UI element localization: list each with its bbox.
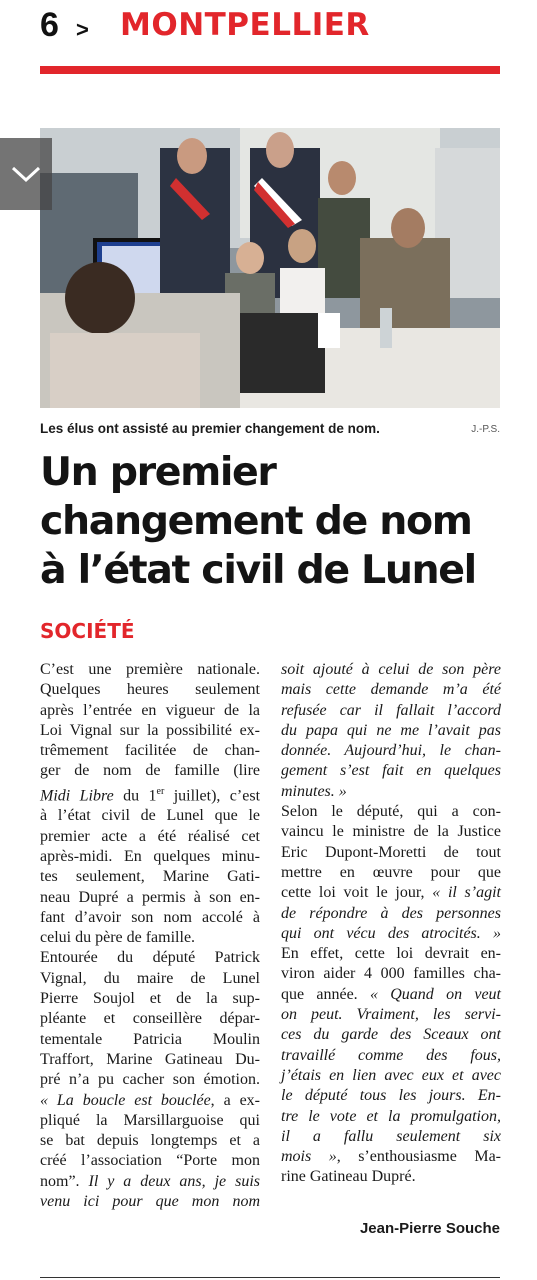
article-rubric: SOCIÉTÉ — [40, 619, 135, 643]
body-line: premier acte a été réalisé cet — [40, 827, 260, 845]
body-line: tementale Patricia Moulin — [40, 1030, 260, 1048]
body-line: travaillé comme des fous, — [281, 1046, 501, 1064]
photo-caption: Les élus ont assisté au premier changement de nom. — [40, 421, 380, 436]
body-line: cette loi voit le jour, « il s’agit — [281, 884, 501, 902]
body-line: venu ici pour que mon nom — [40, 1193, 260, 1211]
body-line: ces du garde des Sceaux ont — [281, 1026, 501, 1044]
footer-rule — [40, 1277, 500, 1278]
body-line: Eric Dupont-Moretti de tout — [281, 843, 501, 861]
page-arrow: > — [76, 17, 89, 42]
body-line: se bat depuis longtemps et a — [40, 1132, 260, 1150]
body-line: celui du père de famille. — [40, 929, 196, 947]
body-line: gement s’est fait en quelques — [281, 762, 501, 780]
headline-line: Un premier — [40, 449, 276, 495]
body-line: soit ajouté à celui de son père — [281, 661, 501, 678]
body-line: tre le vote et la promulgation, — [281, 1107, 501, 1125]
body-line: pléante et conseillère dépar- — [40, 1010, 260, 1028]
body-line: Selon le député, qui a con- — [281, 803, 501, 821]
article-byline: Jean-Pierre Souche — [359, 1220, 500, 1237]
collapse-toggle[interactable] — [0, 138, 52, 210]
body-line: du papa qui ne me l’avait pas — [281, 721, 501, 739]
body-line: il a fallu seulement six — [281, 1127, 501, 1145]
body-line: viron aider 4 000 familles cha- — [281, 965, 501, 983]
body-line: après-midi. En quelques minu- — [40, 848, 260, 865]
body-line: mais cette demande m’a été — [281, 681, 501, 699]
body-line: donnée. Aujourd’hui, le chan- — [281, 742, 501, 760]
section-title: MONTPELLIER — [120, 7, 370, 43]
photo-credit: J.-P.S. — [471, 424, 500, 435]
body-line: En effet, cette loi devrait en- — [281, 945, 501, 963]
body-line: Pierre Soujol et de la sup- — [40, 990, 260, 1008]
body-line: mois », s’enthousiasme Ma- — [281, 1148, 501, 1166]
headline-line: à l’état civil de Lunel — [40, 547, 476, 593]
body-line: Quelques heures seulement — [40, 681, 260, 699]
body-line: pliqué la Marsillarguoise qui — [40, 1111, 260, 1129]
body-line: nom”. Il y a deux ans, je suis — [40, 1172, 261, 1190]
body-line: neau Dupré a permis à son en- — [40, 888, 260, 906]
body-line: créé l’association “Porte mon — [40, 1152, 260, 1170]
body-line: mettre en œuvre pour que — [281, 863, 501, 881]
header-rule — [40, 66, 500, 74]
body-line: pré n’a pu cacher son émotion. — [40, 1071, 260, 1089]
body-line: à l’état civil de Lunel que le — [40, 807, 260, 825]
body-line: Entourée du député Patrick — [40, 949, 260, 967]
body-line: fant d’avoir son nom accolé à — [40, 908, 260, 926]
body-line: refusée car il fallait l’accord — [281, 701, 501, 719]
body-line: le député tous les jours. En- — [281, 1087, 501, 1105]
body-line: minutes. » — [281, 782, 347, 800]
body-line: Loi Vignal sur la possibilité ex- — [40, 721, 260, 739]
body-line: Midi Libre du 1er juillet), c’est — [40, 785, 261, 805]
page-header — [40, 6, 500, 46]
body-line: trêmement facilitée de chan- — [40, 742, 260, 760]
body-line: après l’entrée en vigueur de la — [40, 701, 260, 719]
headline-line: changement de nom — [40, 498, 472, 544]
body-line: C’est une première nationale. — [40, 661, 260, 678]
chevron-down-icon — [10, 164, 42, 184]
body-line: vaincu le ministre de la Justice — [281, 823, 501, 841]
body-line: rine Gatineau Dupré. — [281, 1168, 416, 1186]
body-line: « La boucle est bouclée, a ex- — [40, 1091, 260, 1109]
article-column-right — [281, 660, 501, 1188]
body-line: de répondre à des personnes — [281, 904, 501, 922]
body-line: ger de nom de famille (lire — [40, 762, 260, 780]
body-line: que année. « Quand on veut — [281, 985, 502, 1003]
body-line: j’étais en lien avec eux et avec — [281, 1066, 501, 1084]
body-line: Traffort, Marine Gatineau Du- — [40, 1050, 260, 1068]
page-number: 6 — [40, 6, 59, 44]
article-photo — [40, 128, 500, 408]
body-line: Vignal, du maire de Lunel — [40, 969, 260, 987]
body-line: tes seulement, Marine Gati- — [40, 868, 260, 886]
article-column-left — [40, 660, 260, 1212]
article-headline — [40, 448, 510, 595]
body-line: on peut. Vraiment, les servi- — [281, 1006, 501, 1024]
body-line: qui ont vécu des atrocités. » — [281, 924, 501, 942]
